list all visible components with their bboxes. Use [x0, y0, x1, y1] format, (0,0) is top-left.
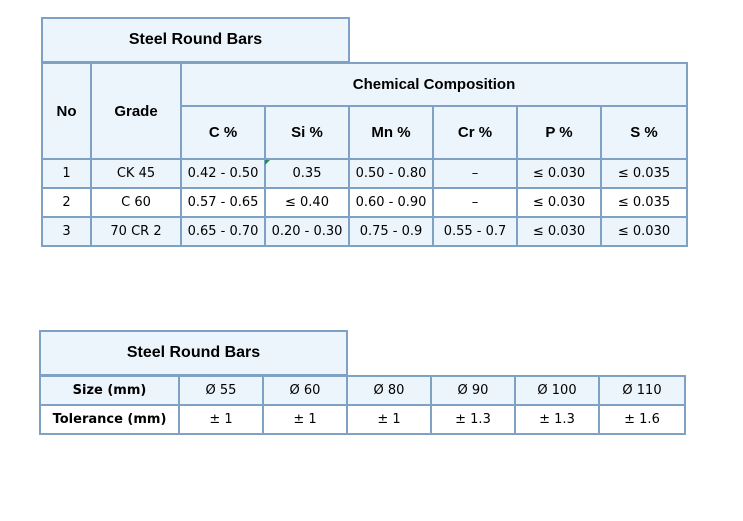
- cell-no: 2: [42, 188, 91, 217]
- cell-c: 0.65 - 0.70: [181, 217, 265, 246]
- cell-p: ≤ 0.030: [517, 188, 601, 217]
- table-row: [42, 217, 687, 246]
- cell-mn: 0.60 - 0.90: [349, 188, 433, 217]
- cell-comment-marker: [265, 160, 270, 165]
- tolerance-cell: ± 1: [347, 405, 431, 434]
- table2-title: [39, 330, 348, 376]
- cell-si: 0.35: [265, 159, 349, 188]
- cell-grade: 70 CR 2: [91, 217, 181, 246]
- cell-s: ≤ 0.030: [601, 217, 687, 246]
- table2-title-text: Steel Round Bars: [126, 344, 261, 361]
- tolerance-label: Tolerance (mm): [40, 405, 179, 434]
- tolerance-cell: ± 1.3: [431, 405, 515, 434]
- cell-mn: 0.50 - 0.80: [349, 159, 433, 188]
- header-no: No: [42, 63, 91, 159]
- cell-s: ≤ 0.035: [601, 159, 687, 188]
- cell-s: ≤ 0.035: [601, 188, 687, 217]
- size-cell: Ø 100: [515, 376, 599, 405]
- header-c: C %: [181, 106, 265, 159]
- cell-si: ≤ 0.40: [265, 188, 349, 217]
- cell-no: 3: [42, 217, 91, 246]
- cell-no: 1: [42, 159, 91, 188]
- size-cell: Ø 90: [431, 376, 515, 405]
- cell-c: 0.57 - 0.65: [181, 188, 265, 217]
- table-row: [42, 159, 687, 188]
- cell-cr: –: [433, 188, 517, 217]
- tolerance-cell: ± 1: [263, 405, 347, 434]
- table-row: [40, 405, 685, 434]
- cell-p: ≤ 0.030: [517, 159, 601, 188]
- cell-p: ≤ 0.030: [517, 217, 601, 246]
- header-mn: Mn %: [349, 106, 433, 159]
- cell-cr: 0.55 - 0.7: [433, 217, 517, 246]
- tolerance-table: [39, 375, 686, 435]
- cell-cr: –: [433, 159, 517, 188]
- cell-c: 0.42 - 0.50: [181, 159, 265, 188]
- chemical-composition-table: [41, 62, 688, 247]
- size-cell: Ø 80: [347, 376, 431, 405]
- header-cr: Cr %: [433, 106, 517, 159]
- cell-grade: C 60: [91, 188, 181, 217]
- header-p: P %: [517, 106, 601, 159]
- size-cell: Ø 55: [179, 376, 263, 405]
- header-grade: Grade: [91, 63, 181, 159]
- cell-si: 0.20 - 0.30: [265, 217, 349, 246]
- table-row: [40, 376, 685, 405]
- table1-title: [41, 17, 350, 63]
- tolerance-cell: ± 1: [179, 405, 263, 434]
- header-chemical-composition: Chemical Composition: [181, 63, 687, 106]
- cell-grade: CK 45: [91, 159, 181, 188]
- tolerance-cell: ± 1.6: [599, 405, 685, 434]
- table-row: [42, 188, 687, 217]
- size-cell: Ø 60: [263, 376, 347, 405]
- table1-title-text: Steel Round Bars: [128, 31, 263, 48]
- header-s: S %: [601, 106, 687, 159]
- tolerance-cell: ± 1.3: [515, 405, 599, 434]
- size-label: Size (mm): [40, 376, 179, 405]
- cell-mn: 0.75 - 0.9: [349, 217, 433, 246]
- size-cell: Ø 110: [599, 376, 685, 405]
- header-si: Si %: [265, 106, 349, 159]
